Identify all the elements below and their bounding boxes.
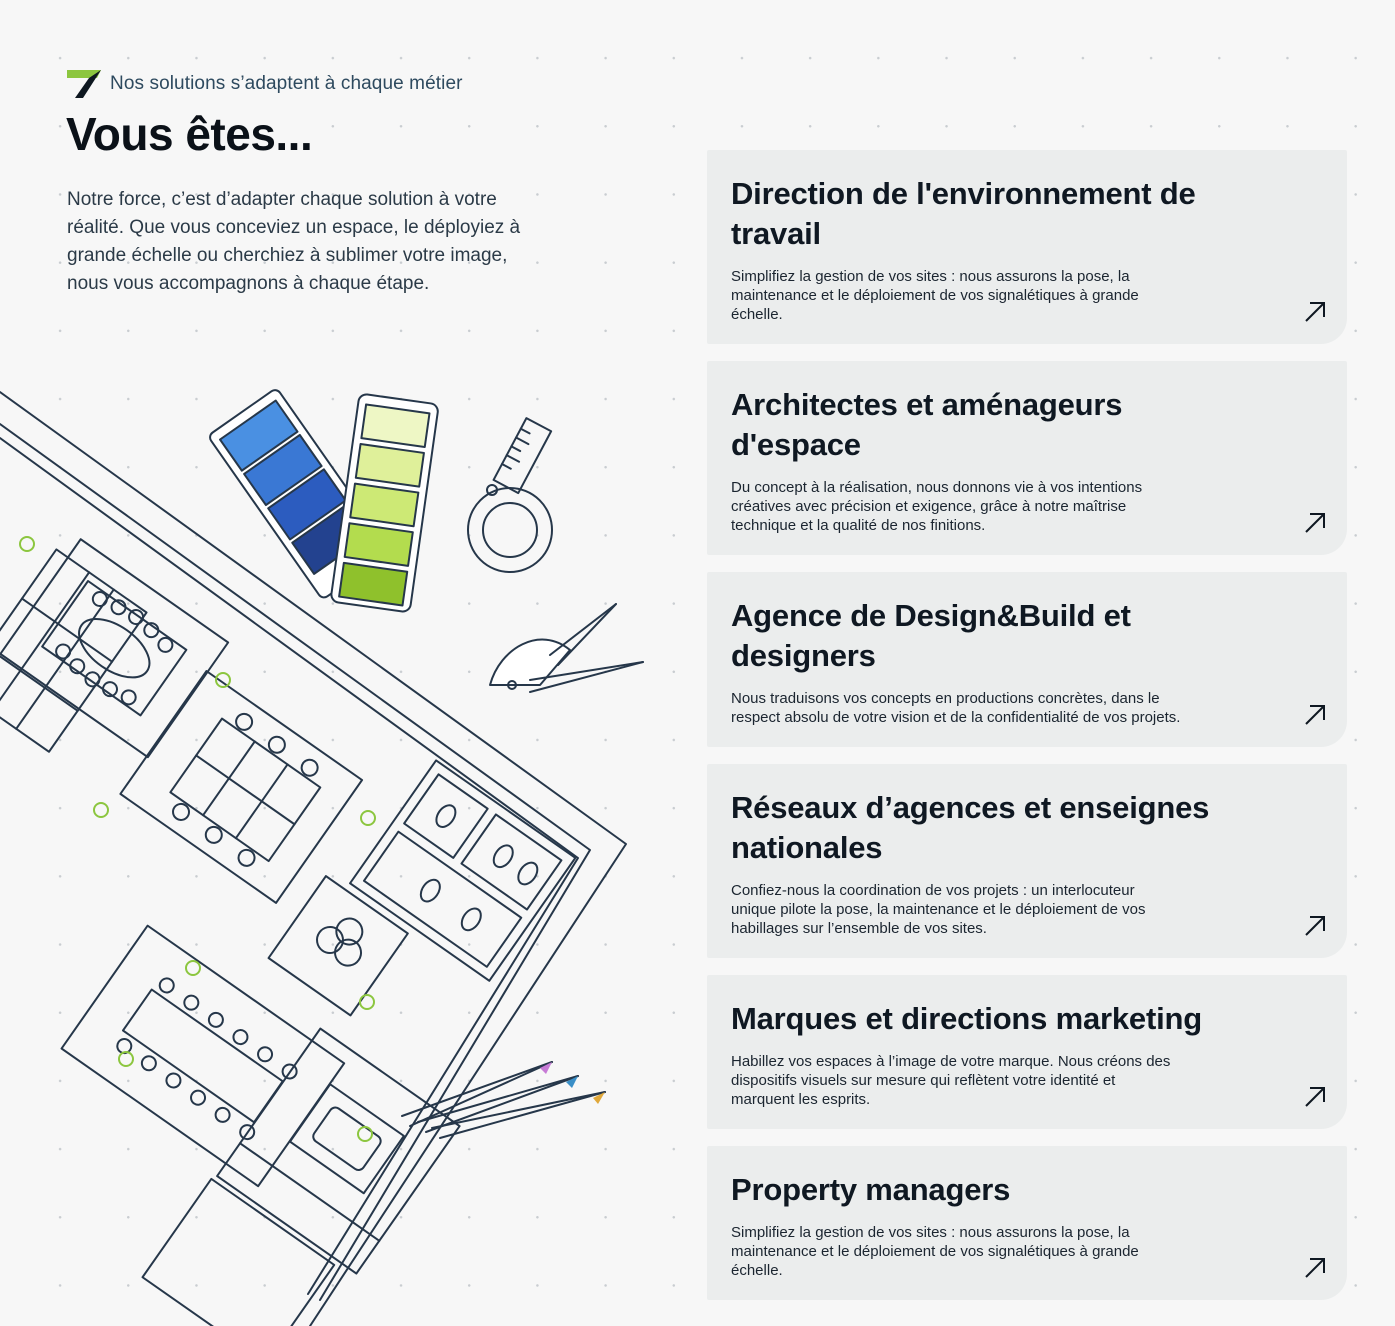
- card-title: Réseaux d’agences et enseignes nationales: [731, 790, 1210, 865]
- card-description: Simplifiez la gestion de vos sites : nous assurons la pose, la maintenance et le déploiement de vos signalétiques à grande échelle.: [731, 1224, 1139, 1279]
- brand-logo-icon: [67, 70, 101, 98]
- audience-card[interactable]: [707, 361, 1347, 555]
- arrow-up-right-icon[interactable]: [1303, 914, 1327, 938]
- page-title: Vous êtes...: [66, 108, 313, 160]
- audience-card[interactable]: [707, 764, 1347, 958]
- arrow-up-right-icon[interactable]: [1303, 703, 1327, 727]
- floor-plan-illustration: [0, 380, 660, 1326]
- audience-card[interactable]: [707, 1146, 1347, 1300]
- measuring-tape-icon: [468, 418, 552, 572]
- audience-card[interactable]: [707, 572, 1347, 747]
- card-description: Du concept à la réalisation, nous donnons vie à vos intentions créatives avec précision et exigence, grâce à notre maîtrise technique et la qualité de nos finitions.: [731, 479, 1143, 534]
- card-description: Habillez vos espaces à l’image de votre marque. Nous créons des dispositifs visuels sur mesure qui reflètent votre identité et marquent les esprits.: [731, 1053, 1171, 1108]
- audience-card-list: [707, 150, 1347, 1317]
- intro-paragraph: Notre force, c’est d’adapter chaque solution à votre réalité. Que vous conceviez un espace, le déployiez à grande échelle ou cherchiez à sublimer votre image, nous vous accompagnons à chaque étape.: [67, 189, 521, 294]
- eyebrow: [67, 70, 463, 98]
- card-description: Confiez-nous la coordination de vos projets : un interlocuteur unique pilote la pose, la maintenance et le déploiement de vos habillages sur l’ensemble de vos sites.: [731, 882, 1146, 937]
- color-swatches: [208, 388, 439, 613]
- audience-card[interactable]: [707, 975, 1347, 1129]
- floor-plan-rooms: [0, 539, 575, 1326]
- card-title: Direction de l'environnement de travail: [731, 176, 1196, 251]
- card-title: Marques et directions marketing: [731, 1001, 1202, 1036]
- arrow-up-right-icon[interactable]: [1303, 511, 1327, 535]
- pencils-icon: [402, 1062, 605, 1138]
- card-title: Property managers: [731, 1172, 1011, 1207]
- eyebrow-text: Nos solutions s’adaptent à chaque métier: [110, 73, 463, 94]
- arrow-up-right-icon[interactable]: [1303, 300, 1327, 324]
- card-description: Simplifiez la gestion de vos sites : nous assurons la pose, la maintenance et le déploiement de vos signalétiques à grande échelle.: [731, 268, 1139, 323]
- compass-tool-icon: [490, 604, 643, 692]
- arrow-up-right-icon[interactable]: [1303, 1085, 1327, 1109]
- card-description: Nous traduisons vos concepts en productions concrètes, dans le respect absolu de votre vision et de la confidentialité de vos projets.: [731, 690, 1181, 726]
- card-title: Agence de Design&Build et designers: [731, 598, 1131, 673]
- arrow-up-right-icon[interactable]: [1303, 1256, 1327, 1280]
- audience-card[interactable]: [707, 150, 1347, 344]
- card-title: Architectes et aménageurs d'espace: [731, 387, 1123, 462]
